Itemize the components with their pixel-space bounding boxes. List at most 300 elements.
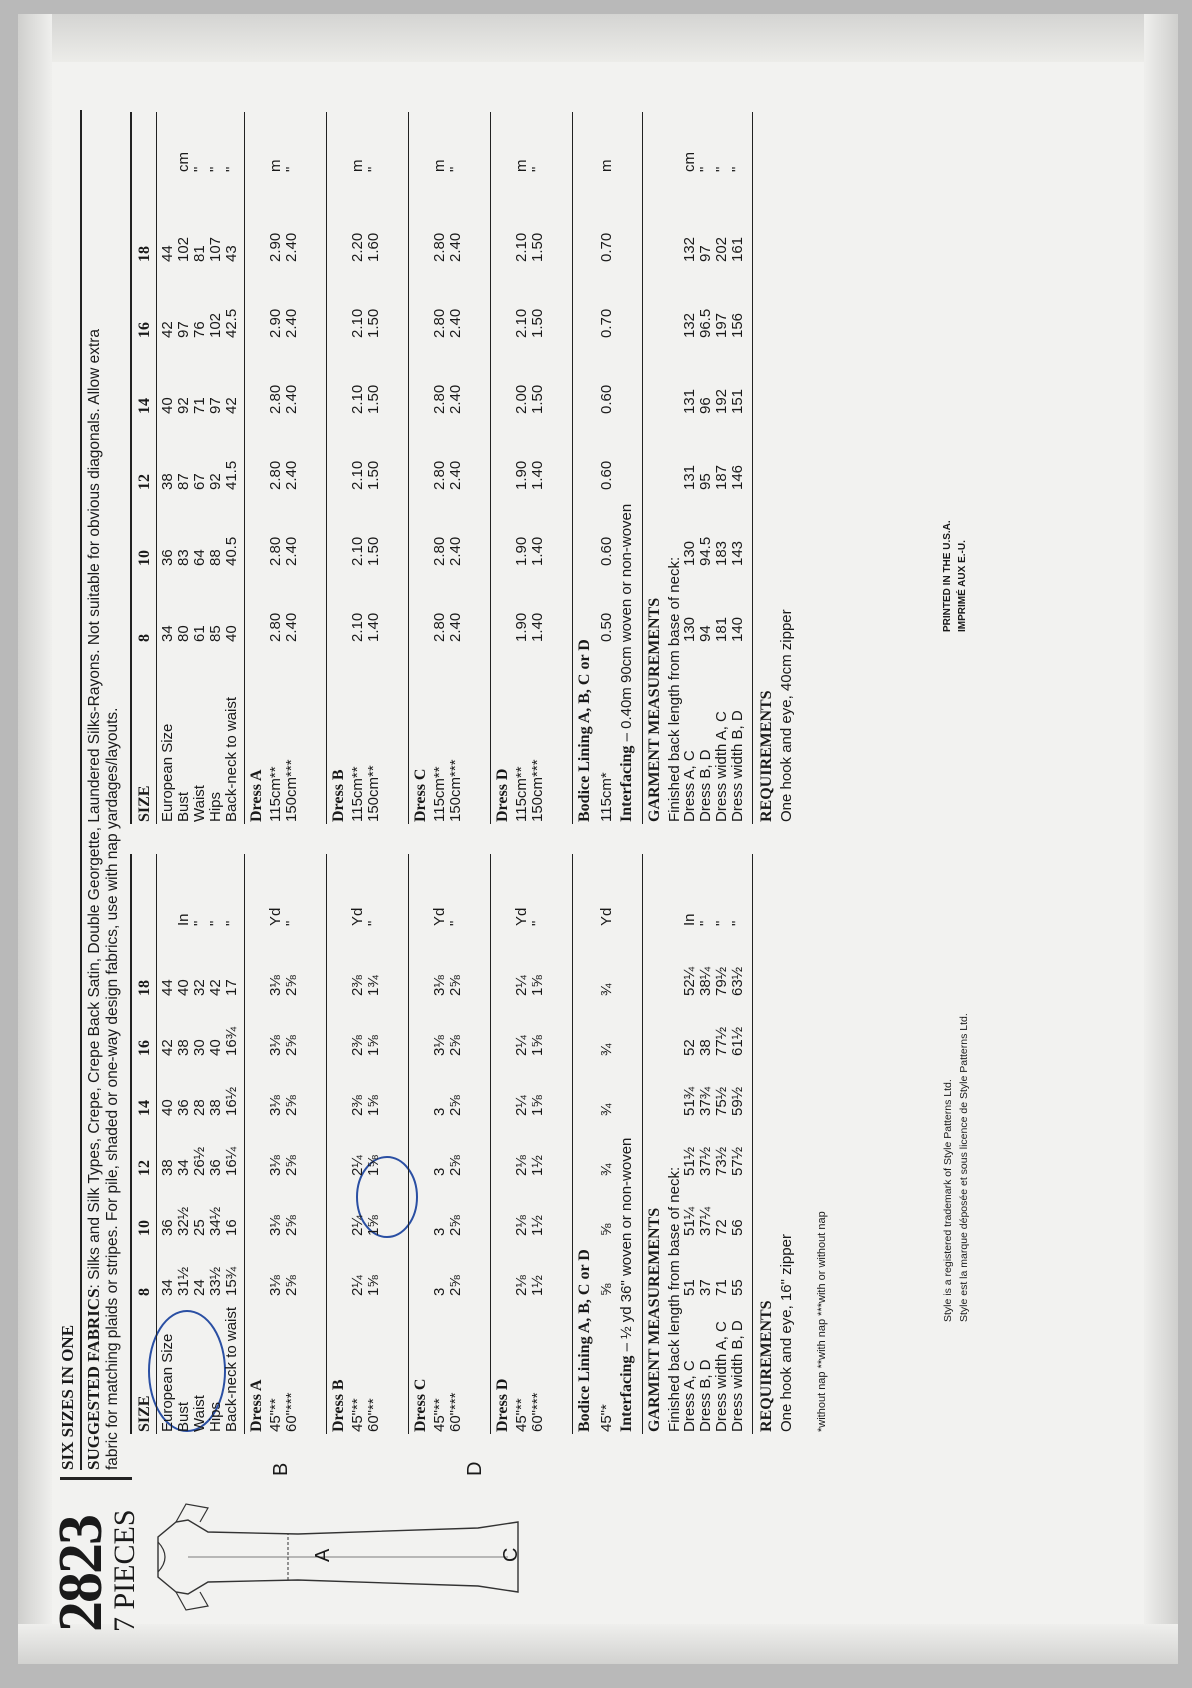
cell: 96 [697,397,714,414]
garment-label: Dress A, C [681,750,698,822]
metric-bodice-rule [572,112,573,824]
cell: ¾ [598,1103,615,1116]
cell: 130 [681,616,698,642]
cell: 1.50 [365,384,382,414]
cell: 1⅝ [529,1035,546,1056]
body-label: Back-neck to waist [223,1306,240,1432]
metric-dress-b-col-10 [350,537,382,566]
cell: 61½ [729,1026,746,1056]
cell: 2.80 [431,460,448,490]
cell: 94.5 [697,536,714,566]
imperial-body-units [160,913,240,926]
metric-garment-labels [682,710,746,822]
metric-dress-b-units [350,160,382,173]
metric-bodice-label: 115cm* [598,772,615,822]
trademark-line-2: Style est la marque déposée et sous licence de Style Patterns Ltd. [958,1013,970,1322]
envelope-top-edge [18,14,1178,62]
cell: 2⅝ [447,1275,464,1296]
cell: 1.40 [529,612,546,642]
imperial-dress-a-rule [244,854,245,1434]
unit: " [447,920,464,926]
imperial-dress-b-col-18 [350,975,382,996]
cell: 81 [191,245,208,262]
fabrics-line-2: fabric for matching plaids or stripes. For pile, shaded or one-way design fabrics, use with nap yardages/layouts. [104,707,121,1470]
trademark-line-1: Style is a registered trademark of Style Patterns Ltd. [942,1079,954,1322]
metric-body-units [160,152,240,172]
body-label: Hips [207,1401,224,1432]
unit: " [223,166,240,172]
imperial-garment-subtitle: Finished back length from base of neck: [666,1166,683,1432]
metric-dress-d-rule [490,112,491,824]
header-divider [60,1477,132,1480]
cell: 28 [191,1099,208,1116]
cell: 2.40 [283,612,300,642]
garment-sketch [148,1452,528,1632]
imperial-garment-col-18 [682,967,746,996]
cell: 38 [175,1039,192,1056]
garment-label: Dress A, C [681,1360,698,1432]
cell: 0.70 [598,308,615,338]
imperial-dress-a-title: Dress A [248,1379,265,1432]
metric-dress-c-title: Dress C [412,768,429,822]
cell: 52 [681,1039,698,1056]
imperial-dress-d-col-16 [514,1035,546,1056]
metric-body-labels [160,697,240,822]
cell: 2.40 [283,308,300,338]
cell: 2.80 [267,460,284,490]
cell: 38 [159,1159,176,1176]
fabrics-text-1: : Silks and Silk Types, Crepe, Crepe Back Satin, Double Georgette, Laundered Silks-Rayons. Not suitable for obvious diagonals. Allow extra [86,328,103,1289]
metric-top-rule [130,112,132,824]
metric-dress-c-labels [432,759,464,822]
imperial-bodice-rule [572,854,573,1434]
imperial-dress-d-col-14 [514,1095,546,1116]
cell: 143 [729,540,746,566]
imperial-requirements-text: One hook and eye, 16" zipper [778,1234,795,1432]
width-label: 60"*** [529,1392,546,1432]
cell: 151 [729,388,746,414]
imperial-dress-b-units [350,908,382,926]
cell: 3 [431,1107,448,1116]
metric-garment-col-16 [682,309,746,338]
cell: 33½ [207,1266,224,1296]
cell: ¾ [598,1163,615,1176]
cell: 2⅝ [283,1155,300,1176]
cell: 76 [191,321,208,338]
cell: 3 [431,1287,448,1296]
metric-size-18: 18 [136,246,153,262]
imperial-size-12: 12 [136,1160,153,1176]
imperial-garment-col-10 [682,1207,746,1236]
unit: " [697,920,714,926]
cell: 1.50 [529,384,546,414]
cell: 2.90 [267,308,284,338]
cell: 2.80 [267,612,284,642]
metric-size-8: 8 [136,634,153,642]
metric-dress-c-col-16 [432,309,464,338]
cell: 92 [175,397,192,414]
cell: 1⅝ [365,1275,382,1296]
metric-dress-a-rule [244,112,245,824]
imperial-size-header: SIZE [136,1395,153,1432]
imperial-dress-d-title: Dress D [494,1378,511,1432]
width-label: 115cm** [431,766,448,822]
imperial-requirements-title: REQUIREMENTS [758,1300,775,1432]
cell: 83 [175,549,192,566]
cell: 202 [713,236,730,262]
metric-requirements-text: One hook and eye, 40cm zipper [778,609,795,822]
cell: 2⅝ [447,1155,464,1176]
cell: 87 [175,473,192,490]
imperial-garment-labels [682,1320,746,1432]
cell: 1.50 [365,460,382,490]
cell: 34 [175,1159,192,1176]
metric-requirements-title: REQUIREMENTS [758,690,775,822]
cell: 71 [191,397,208,414]
cell: 187 [713,464,730,490]
cell: 131 [681,388,698,414]
cell: 42 [159,321,176,338]
unit: " [729,166,746,172]
metric-dress-b-col-16 [350,309,382,338]
cell: 75½ [713,1086,730,1116]
fabrics-line-1 [84,329,104,1470]
cell: 40 [159,397,176,414]
cell: 3 [431,1167,448,1176]
metric-garment-units [682,152,746,172]
cell: 95 [697,473,714,490]
cell: 2⅝ [283,975,300,996]
width-label: 150cm*** [447,759,464,822]
metric-size-12: 12 [136,474,153,490]
cell: 2.80 [431,612,448,642]
metric-dress-d-col-16 [514,309,546,338]
unit: " [529,920,546,926]
cell: 2.80 [431,232,448,262]
width-label: 45"** [267,1398,284,1432]
imperial-dress-b-labels [350,1398,382,1432]
metric-garment-subtitle: Finished back length from base of neck: [666,556,683,822]
imperial-bodice-label: 45"* [598,1404,615,1432]
body-label: European Size [159,1333,176,1432]
cell: 102 [175,236,192,262]
metric-dress-d-col-14 [514,385,546,414]
cell: 61 [191,625,208,642]
metric-requirements-rule [752,112,753,824]
cell: 2¼ [349,1155,366,1176]
cell: 2.90 [267,232,284,262]
cell: 0.60 [598,536,615,566]
imperial-header-rule [156,854,157,1434]
cell: 2⅝ [283,1215,300,1236]
cell: 51 [681,1279,698,1296]
cell: 2⅛ [513,1155,530,1176]
metric-dress-d-col-12 [514,461,546,490]
metric-dress-d-title: Dress D [494,768,511,822]
cell: 25 [191,1219,208,1236]
cell: 2⅝ [283,1275,300,1296]
imperial-body-labels [160,1307,240,1432]
cell: 2.10 [513,308,530,338]
unit: In [681,913,698,926]
body-label: Waist [191,1395,208,1432]
metric-garment-col-14 [682,389,746,414]
imperial-dress-b-col-16 [350,1035,382,1056]
cell: 57½ [729,1146,746,1176]
metric-garment-col-10 [682,537,746,566]
imperial-dress-d-units [514,908,546,926]
unit: m [267,159,284,172]
unit: Yd [267,907,284,926]
cell: 36 [207,1159,224,1176]
cell: 132 [681,236,698,262]
cell: 3⅛ [267,1275,284,1296]
unit: cm [175,152,192,172]
cell: 16¾ [223,1026,240,1056]
cell: 94 [697,625,714,642]
cell: 2.10 [513,232,530,262]
cell: 2.10 [349,384,366,414]
cell: 51¾ [681,1086,698,1116]
unit: " [283,920,300,926]
imperial-dress-b-col-12 [350,1155,382,1176]
imperial-dress-d-col-12 [514,1155,546,1176]
envelope-right-edge [1144,14,1178,1664]
imperial-size-8: 8 [136,1288,153,1296]
cell: 2.10 [349,460,366,490]
cell: 36 [159,549,176,566]
unit [160,152,176,172]
cell: 67 [191,473,208,490]
cell: 192 [713,388,730,414]
imperial-col-16 [160,1027,240,1056]
imperial-col-8 [160,1267,240,1296]
cell: 1⅝ [365,1215,382,1236]
view-label-d: D [464,1461,486,1476]
imperial-dress-b-col-14 [350,1095,382,1116]
cell: 197 [713,312,730,338]
metric-dress-c-units [432,160,464,173]
cell: 51¼ [681,1206,698,1236]
width-label: 115cm** [513,766,530,822]
unit: " [447,166,464,172]
unit: " [191,920,208,926]
unit: Yd [349,907,366,926]
printed-line-1: PRINTED IN THE U.S.A. [942,520,953,632]
metric-dress-b-col-12 [350,461,382,490]
metric-col-18 [160,237,240,262]
cell: 2.80 [431,308,448,338]
cell: 3⅛ [267,1215,284,1236]
cell: 2.40 [283,460,300,490]
cell: 38 [697,1039,714,1056]
imperial-dress-d-rule [490,854,491,1434]
imperial-dress-d-col-18 [514,975,546,996]
unit: " [207,920,224,926]
metric-dress-b-col-14 [350,385,382,414]
cell: 183 [713,540,730,566]
cell: 37½ [697,1146,714,1176]
envelope-left-edge [18,14,52,1664]
cell: 44 [159,245,176,262]
interfacing-label: Interfacing [618,745,635,822]
unit: Yd [598,907,615,926]
cell: 181 [713,616,730,642]
cell: 73½ [713,1146,730,1176]
metric-dress-c-col-8 [432,613,464,642]
imperial-garment-units [682,913,746,926]
width-label: 115cm** [349,766,366,822]
width-label: 60"*** [283,1392,300,1432]
unit: " [697,166,714,172]
metric-garment-col-12 [682,465,746,490]
metric-dress-a-col-8 [268,613,300,642]
garment-label: Dress width B, D [729,710,746,822]
cell: 34 [159,1279,176,1296]
cell: 2.40 [447,308,464,338]
cell: 32½ [175,1206,192,1236]
cell: 42.5 [223,308,240,338]
cell: 55 [729,1279,746,1296]
cell: 3⅛ [267,1155,284,1176]
cell: 43 [223,245,240,262]
metric-col-10 [160,537,240,566]
cell: 79½ [713,966,730,996]
cell: 59½ [729,1086,746,1116]
imperial-dress-a-col-10 [268,1215,300,1236]
cell: 0.70 [598,232,615,262]
imperial-size-18: 18 [136,980,153,996]
cell: 0.60 [598,384,615,414]
imperial-dress-c-col-10 [432,1215,464,1236]
cell: 2.40 [447,536,464,566]
cell: 1½ [529,1155,546,1176]
imperial-top-rule [130,854,132,1434]
metric-dress-a-col-12 [268,461,300,490]
cell: 1⅝ [365,1095,382,1116]
metric-dress-a-col-14 [268,385,300,414]
cell: 2.40 [283,232,300,262]
cell: 102 [207,312,224,338]
cell: 2¼ [513,1095,530,1116]
cell: 161 [729,236,746,262]
garment-label: Dress width B, D [729,1320,746,1432]
metric-size-14: 14 [136,398,153,414]
imperial-garment-col-14 [682,1087,746,1116]
view-label-b: B [270,1462,292,1476]
cell: 36 [159,1219,176,1236]
cell: 34 [159,625,176,642]
cell: ¾ [598,983,615,996]
cell: 42 [207,979,224,996]
cell: 16 [223,1219,240,1236]
imperial-dress-d-col-8 [514,1275,546,1296]
cell: 2⅛ [513,1275,530,1296]
metric-dress-a-col-10 [268,537,300,566]
metric-garment-col-18 [682,237,746,262]
garment-label: Dress B, D [697,1359,714,1432]
cell: 96.5 [697,308,714,338]
imperial-dress-c-rule [408,854,409,1434]
unit: " [713,920,730,926]
body-label: Back-neck to waist [223,696,240,822]
cell: ⅝ [598,1283,615,1296]
cell: 2.00 [513,384,530,414]
imperial-dress-c-col-18 [432,975,464,996]
fabrics-title: SUGGESTED FABRICS [84,1288,103,1470]
cell: 1.90 [513,460,530,490]
cell: 32 [191,979,208,996]
cell: 40 [223,625,240,642]
body-label: Bust [175,791,192,822]
cell: 38 [159,473,176,490]
metric-dress-a-labels [268,759,300,822]
unit: " [729,920,746,926]
cell: 2.80 [431,384,448,414]
view-label-c: C [500,1547,522,1562]
cell: 37¾ [697,1086,714,1116]
metric-dress-d-units [514,160,546,173]
imperial-col-18 [160,979,240,996]
cell: 131 [681,464,698,490]
cell: 1.50 [365,308,382,338]
metric-dress-b-rule [326,112,327,824]
cell: 31½ [175,1266,192,1296]
cell: 132 [681,312,698,338]
cell: 1.40 [529,536,546,566]
cell: 1½ [529,1275,546,1296]
unit: cm [681,152,698,172]
cell: 97 [175,321,192,338]
cell: 1.50 [529,308,546,338]
cell: 2⅝ [283,1095,300,1116]
imperial-dress-a-col-18 [268,975,300,996]
cell: 2⅝ [447,1215,464,1236]
imperial-dress-b-rule [326,854,327,1434]
imperial-interfacing [618,1138,636,1432]
unit: m [349,159,366,172]
metric-dress-c-col-14 [432,385,464,414]
cell: 1.90 [513,612,530,642]
cell: 1.50 [365,536,382,566]
metric-garment-col-8 [682,617,746,642]
cell: 130 [681,540,698,566]
imperial-dress-c-col-16 [432,1035,464,1056]
unit: " [713,166,730,172]
width-label: 60"*** [447,1392,464,1432]
pattern-number: 2823 [47,1516,115,1632]
imperial-dress-c-col-12 [432,1155,464,1176]
cell: 2.80 [431,536,448,566]
cell: 2.40 [283,536,300,566]
cell: 2.10 [349,536,366,566]
cell: 0.50 [598,612,615,642]
metric-bodice-title: Bodice Lining A, B, C or D [576,639,593,822]
metric-dress-c-col-12 [432,461,464,490]
cell: 72 [713,1219,730,1236]
cell: 88 [207,549,224,566]
metric-garment-rule [642,112,643,824]
imperial-dress-b-title: Dress B [330,1379,347,1432]
cell: 56 [729,1219,746,1236]
metric-header-rule [156,112,157,824]
metric-dress-c-rule [408,112,409,824]
imperial-dress-a-col-14 [268,1095,300,1116]
width-label: 150cm** [365,765,382,822]
cell: 3 [431,1227,448,1236]
cell: 42 [223,397,240,414]
unit: m [431,159,448,172]
